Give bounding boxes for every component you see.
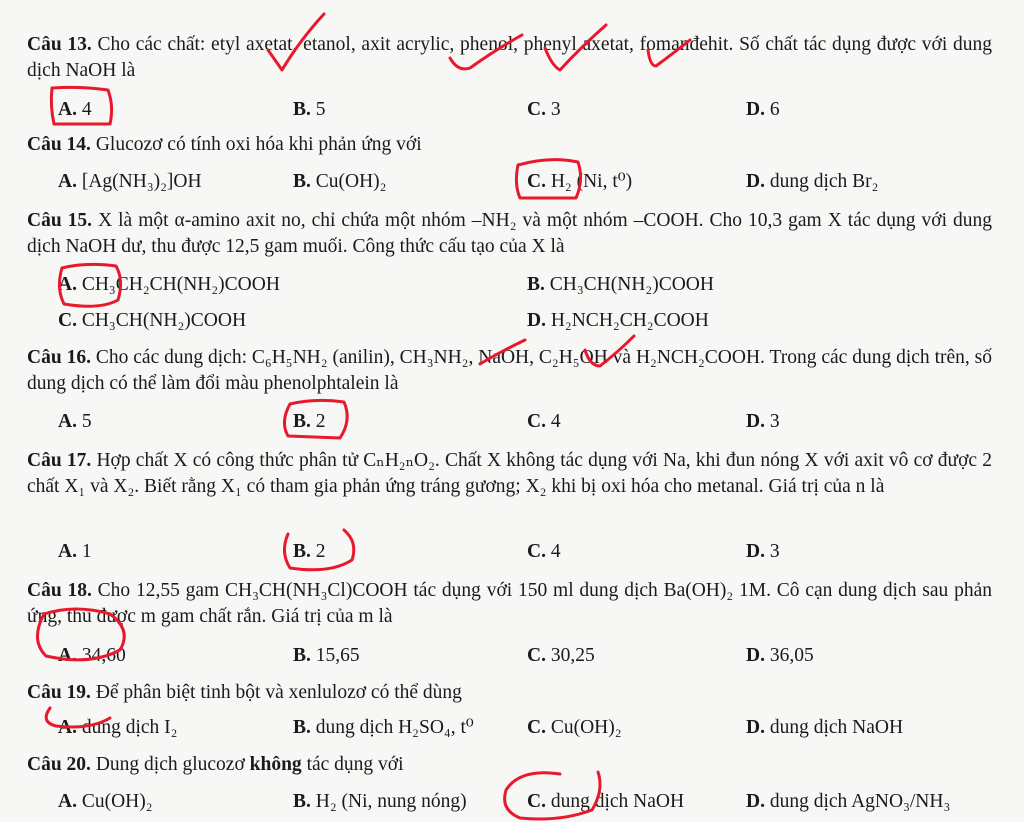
option-b[interactable]: B. H₂ (Ni, nung nóng) xyxy=(293,791,467,812)
options-18 xyxy=(0,642,1024,670)
question-17 xyxy=(27,448,992,500)
option-c[interactable]: C. 3 xyxy=(527,99,561,120)
option-c[interactable]: C. 30,25 xyxy=(527,645,595,666)
option-a[interactable]: A. 5 xyxy=(58,411,92,432)
question-text: Dung dịch glucozơ xyxy=(95,754,245,775)
option-c[interactable]: C. CH₃CH(NH₂)COOH xyxy=(58,310,247,331)
option-c[interactable]: C. 4 xyxy=(527,541,561,562)
options-17 xyxy=(0,538,1024,566)
question-18 xyxy=(27,578,992,630)
question-number: Câu 15. xyxy=(27,210,93,231)
question-number: Câu 14. xyxy=(27,134,91,155)
option-b[interactable]: B. dung dịch H₂SO₄, t⁰ xyxy=(293,717,474,738)
option-d[interactable]: D. 3 xyxy=(746,541,780,562)
options-13 xyxy=(0,96,1024,124)
option-b[interactable]: B. 2 xyxy=(293,411,326,432)
question-text: Cho 12,55 gam CH₃CH(NH₃Cl)COOH tác dụng với 150 ml dung dịch Ba(OH)₂ 1M. Cô cạn dung dịch sau phản ứng, thu được m gam chất rắn. Giá trị của m là xyxy=(27,580,992,627)
question-13 xyxy=(27,32,992,84)
options-15-row2 xyxy=(0,307,1024,335)
option-b[interactable]: B. 2 xyxy=(293,541,326,562)
question-15 xyxy=(27,208,992,260)
option-a[interactable]: A. Cu(OH)₂ xyxy=(58,791,153,812)
question-number: Câu 16. xyxy=(27,347,91,368)
options-14 xyxy=(0,168,1024,196)
option-d[interactable]: D. dung dịch AgNO₃/NH₃ xyxy=(746,791,951,812)
option-c[interactable]: C. dung dịch NaOH xyxy=(527,791,685,812)
option-c[interactable]: C. Cu(OH)₂ xyxy=(527,717,622,738)
question-number: Câu 19. xyxy=(27,682,91,703)
option-b[interactable]: B. 15,65 xyxy=(293,645,360,666)
options-15-row1 xyxy=(0,271,1024,299)
question-text: X là một α-amino axit no, chỉ chứa một nhóm –NH₂ và một nhóm –COOH. Cho 10,3 gam X tác dụng với dung dịch NaOH dư, thu được 12,5 gam muối. Công thức cấu tạo của X là xyxy=(27,210,992,257)
question-text: Để phân biệt tinh bột và xenlulozơ có thể dùng xyxy=(95,682,462,703)
question-16 xyxy=(27,345,992,397)
option-d[interactable]: D. H₂NCH₂CH₂COOH xyxy=(527,310,709,331)
question-14 xyxy=(27,132,992,158)
option-c[interactable]: C. 4 xyxy=(527,411,561,432)
question-text: Cho các dung dịch: C₆H₅NH₂ (anilin), CH₃NH₂, NaOH, C₂H₅OH và H₂NCH₂COOH. Trong các dung dịch trên, số dung dịch có thể làm đổi màu phenolphtalein là xyxy=(27,347,992,394)
option-d[interactable]: D. dung dịch NaOH xyxy=(746,717,904,738)
options-16 xyxy=(0,408,1024,436)
option-a[interactable]: A. 1 xyxy=(58,541,92,562)
option-d[interactable]: D. 6 xyxy=(746,99,780,120)
option-c[interactable]: C. H₂ (Ni, t⁰) xyxy=(527,171,633,192)
option-a[interactable]: A. 34,60 xyxy=(58,645,126,666)
option-a[interactable]: A. CH₃CH₂CH(NH₂)COOH xyxy=(58,274,280,295)
question-number: Câu 17. xyxy=(27,450,92,471)
question-text: Glucozơ có tính oxi hóa khi phản ứng với xyxy=(95,134,422,155)
option-a[interactable]: A. dung dịch I₂ xyxy=(58,717,178,738)
question-text-end: tác dụng với xyxy=(306,754,404,775)
option-d[interactable]: D. 36,05 xyxy=(746,645,814,666)
question-text: Hợp chất X có công thức phân tử CₙH₂ₙO₂. Chất X không tác dụng với Na, khi đun nóng X với axit vô cơ được 2 chất X₁ và X₂. Biết rằng X₁ có tham gia phản ứng tráng gương; X₂ khi bị oxi hóa cho metanal. Giá trị của n là xyxy=(27,450,993,497)
question-text-emphasis: không xyxy=(249,754,302,775)
question-19 xyxy=(27,680,992,706)
question-number: Câu 13. xyxy=(27,34,92,55)
question-number: Câu 20. xyxy=(27,754,91,775)
question-20 xyxy=(27,752,992,778)
option-d[interactable]: D. 3 xyxy=(746,411,780,432)
option-d[interactable]: D. dung dịch Br₂ xyxy=(746,171,879,192)
question-number: Câu 18. xyxy=(27,580,92,601)
question-text: Cho các chất: etyl axetat, etanol, axit acrylic, phenol, phenyl axetat, fomanđehit. Số chất tác dụng được với dung dịch NaOH là xyxy=(27,34,992,81)
options-19 xyxy=(0,714,1024,742)
option-b[interactable]: B. Cu(OH)₂ xyxy=(293,171,387,192)
options-20 xyxy=(0,788,1024,816)
option-b[interactable]: B. CH₃CH(NH₂)COOH xyxy=(527,274,714,295)
option-a[interactable]: A. [Ag(NH₃)₂]OH xyxy=(58,171,202,192)
option-a[interactable]: A. 4 xyxy=(58,99,92,120)
option-b[interactable]: B. 5 xyxy=(293,99,326,120)
